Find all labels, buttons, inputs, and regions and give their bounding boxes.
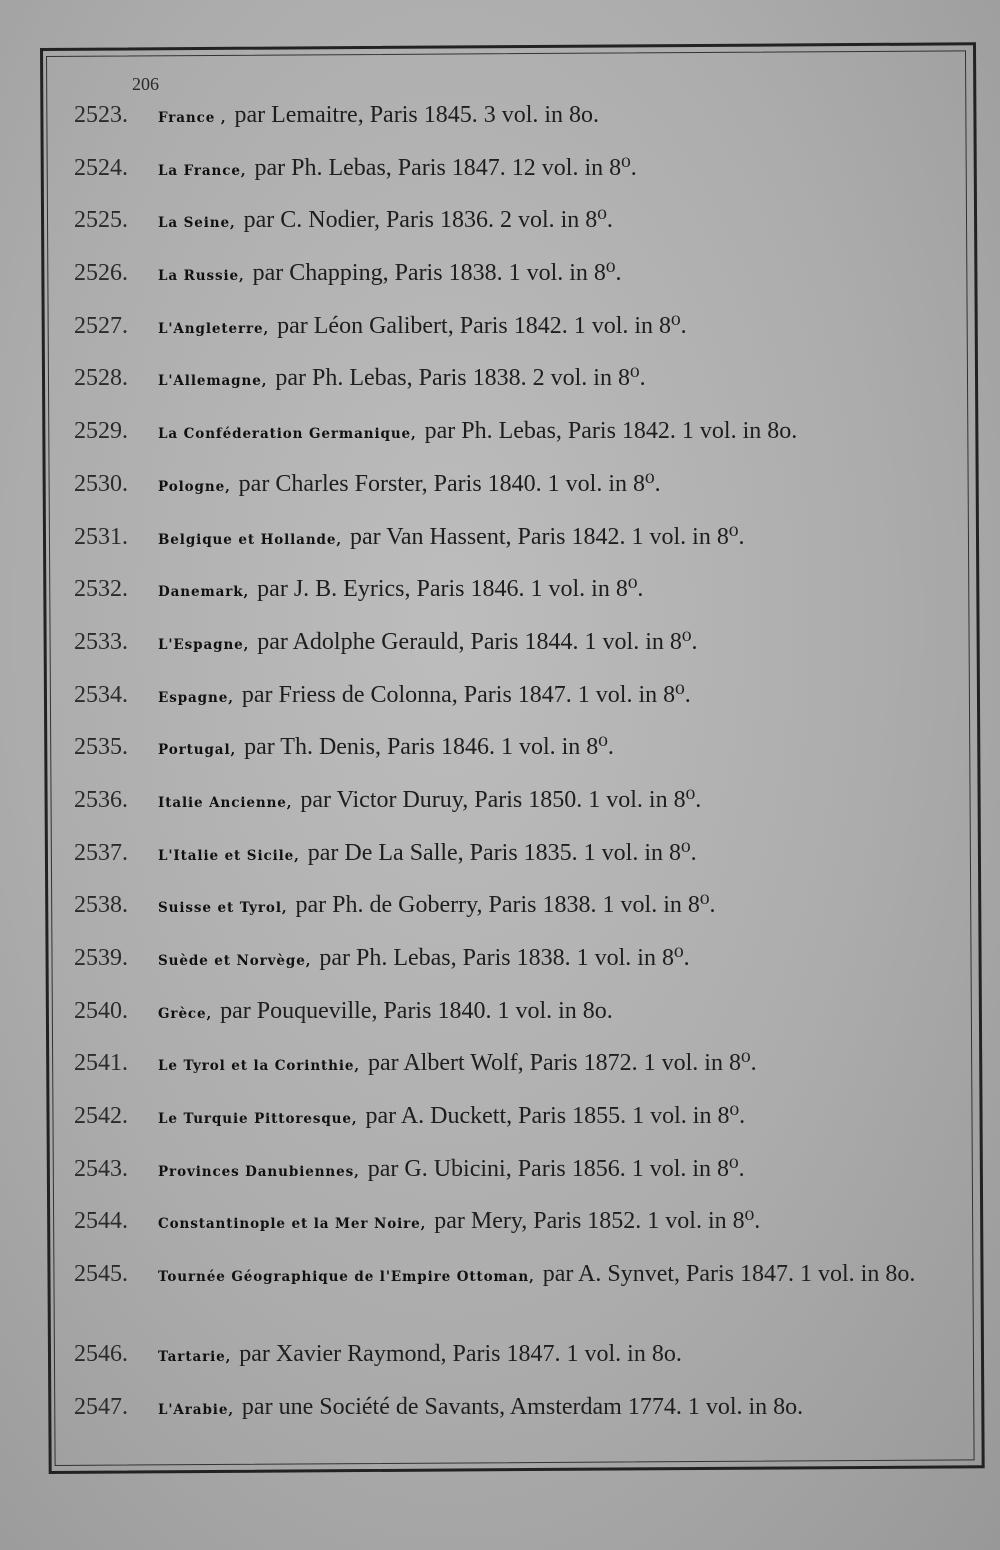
- entry-title: Provinces Danubiennes,: [158, 1163, 360, 1180]
- entry-title: L'Italie et Sicile,: [158, 847, 300, 864]
- catalog-entry: [74, 943, 954, 996]
- entry-details: par Pouqueville, Paris 1840. 1 vol. in 8o.: [220, 997, 613, 1024]
- entry-details: par Mery, Paris 1852. 1 vol. in 8⁰.: [434, 1208, 761, 1235]
- entry-details: par Charles Forster, Paris 1840. 1 vol. in 8⁰.: [238, 470, 661, 497]
- entry-details: par Ph. de Goberry, Paris 1838. 1 vol. in 8⁰.: [295, 892, 716, 919]
- entry-number: 2533.: [74, 628, 128, 655]
- entry-details: par C. Nodier, Paris 1836. 2 vol. in 8⁰.: [243, 207, 613, 234]
- entry-number: 2546.: [74, 1341, 128, 1368]
- entry-title: Tartarie,: [158, 1349, 232, 1366]
- entry-details: par Ph. Lebas, Paris 1847. 12 vol. in 8⁰.: [254, 154, 637, 181]
- entry-details: par A. Synvet, Paris 1847. 1 vol. in 8o.: [542, 1261, 916, 1288]
- entry-title: Suède et Norvège,: [158, 953, 312, 969]
- catalog-entry: [74, 416, 954, 469]
- entry-title: L'Angleterre,: [158, 320, 270, 337]
- entry-number: 2525.: [74, 207, 128, 234]
- entry-title: Constantinople et la Mer Noire,: [158, 1216, 427, 1233]
- entry-number: 2541.: [74, 1050, 128, 1077]
- entry-details: par Victor Duruy, Paris 1850. 1 vol. in 8⁰.: [300, 786, 702, 813]
- catalog-entry: [74, 785, 954, 838]
- entry-title: La Russie,: [158, 268, 245, 285]
- entry-number: 2524.: [74, 154, 128, 181]
- entry-details: par Albert Wolf, Paris 1872. 1 vol. in 8⁰.: [368, 1050, 757, 1077]
- entry-details: par Ph. Lebas, Paris 1842. 1 vol. in 8o.: [424, 418, 798, 445]
- entry-details: par Friess de Colonna, Paris 1847. 1 vol. in 8⁰.: [241, 681, 691, 708]
- catalog-entry: [74, 522, 954, 575]
- catalog-entry: [74, 1392, 954, 1445]
- entry-number: 2535.: [74, 734, 128, 761]
- catalog-entry: [74, 732, 954, 785]
- entry-number: 2532.: [74, 576, 128, 603]
- entry-title: Portugal,: [158, 742, 237, 759]
- entry-details: par De La Salle, Paris 1835. 1 vol. in 8⁰.: [307, 839, 697, 866]
- catalog-entry: [74, 627, 954, 680]
- entry-number: 2534.: [74, 681, 128, 708]
- catalog-entry: [74, 1206, 954, 1259]
- catalog-entry: [74, 890, 954, 943]
- catalog-entry: [74, 469, 954, 522]
- entry-title: L'Espagne,: [158, 636, 250, 653]
- catalog-entry: [74, 153, 954, 206]
- catalog-entry: [74, 1101, 954, 1154]
- entry-details: par Adolphe Gerauld, Paris 1844. 1 vol. in 8⁰.: [257, 628, 698, 655]
- entry-details: par A. Duckett, Paris 1855. 1 vol. in 8⁰.: [365, 1103, 746, 1130]
- entry-details: par Chapping, Paris 1838. 1 vol. in 8⁰.: [252, 260, 622, 287]
- entry-title: La Seine,: [158, 215, 236, 232]
- catalog-entry: [74, 838, 954, 891]
- catalog-entry: [74, 1154, 954, 1207]
- entry-number: 2544.: [74, 1208, 128, 1235]
- entry-title: Tournée Géographique de l'Empire Ottoman,: [158, 1269, 535, 1286]
- entry-number: 2542.: [74, 1103, 128, 1130]
- entry-details: par Th. Denis, Paris 1846. 1 vol. in 8⁰.: [244, 734, 614, 761]
- entry-number: 2530.: [74, 470, 128, 497]
- entry-number: 2539.: [74, 945, 128, 971]
- entry-number: 2540.: [74, 997, 128, 1024]
- entry-details: par Léon Galibert, Paris 1842. 1 vol. in 8⁰.: [277, 312, 687, 339]
- entry-number: 2537.: [74, 839, 128, 866]
- entry-title: Le Tyrol et la Corinthie,: [158, 1058, 361, 1075]
- entry-details: par Ph. Lebas, Paris 1838. 1 vol. in 8⁰.: [319, 945, 690, 971]
- entry-number: 2538.: [74, 892, 128, 919]
- entry-number: 2545.: [74, 1261, 128, 1288]
- entry-title: Espagne,: [158, 689, 234, 706]
- entry-details: par une Société de Savants, Amsterdam 1774. 1 vol. in 8o.: [241, 1393, 804, 1420]
- entry-title: La France,: [158, 162, 247, 179]
- entry-title: L'Arabie,: [158, 1401, 234, 1418]
- entry-number: 2543.: [74, 1155, 128, 1182]
- entry-details: par Lemaitre, Paris 1845. 3 vol. in 8o.: [234, 102, 600, 128]
- entry-details: par J. B. Eyrics, Paris 1846. 1 vol. in 8⁰.: [257, 576, 644, 603]
- entry-title: La Conféderation Germanique,: [158, 426, 417, 443]
- entry-details: par Van Hassent, Paris 1842. 1 vol. in 8⁰.: [349, 523, 745, 550]
- entry-title: Le Turquie Pittoresque,: [158, 1111, 358, 1128]
- entry-title: France ,: [158, 110, 227, 126]
- catalog-entry: [74, 574, 954, 627]
- catalog-entry: [74, 996, 954, 1049]
- entry-details: par Xavier Raymond, Paris 1847. 1 vol. in 8o.: [239, 1341, 682, 1368]
- catalog-entry: [74, 1339, 954, 1392]
- entry-number: 2536.: [74, 786, 128, 813]
- catalog-entry: [74, 1048, 954, 1101]
- catalog-entry: [74, 205, 954, 258]
- catalog-entry: [74, 100, 954, 153]
- entry-title: Grèce,: [158, 1005, 213, 1022]
- entry-title: Danemark,: [158, 584, 250, 601]
- entry-number: 2523.: [74, 102, 128, 128]
- entry-title: Italie Ancienne,: [158, 794, 293, 811]
- catalog-entry: [74, 680, 954, 733]
- entry-title: L'Allemagne,: [158, 373, 268, 390]
- entry-details: par Ph. Lebas, Paris 1838. 2 vol. in 8⁰.: [275, 365, 646, 392]
- entry-title: Belgique et Hollande,: [158, 531, 342, 548]
- page-number: 206: [132, 74, 159, 94]
- entry-number: 2528.: [74, 365, 128, 392]
- catalog-entry: [74, 258, 954, 311]
- entry-title: Suisse et Tyrol,: [158, 900, 288, 917]
- catalog-entry: [74, 311, 954, 364]
- entry-title: Pologne,: [158, 478, 231, 495]
- entry-details: par G. Ubicini, Paris 1856. 1 vol. in 8⁰.: [367, 1155, 745, 1182]
- entry-number: 2531.: [74, 523, 128, 550]
- entry-number: 2526.: [74, 260, 128, 287]
- entry-number: 2529.: [74, 418, 128, 445]
- catalog-entry: [74, 363, 954, 416]
- catalog-entries: [74, 100, 954, 1445]
- entry-number: 2527.: [74, 312, 128, 339]
- entry-number: 2547.: [74, 1393, 128, 1420]
- catalog-entry: [74, 1259, 954, 1339]
